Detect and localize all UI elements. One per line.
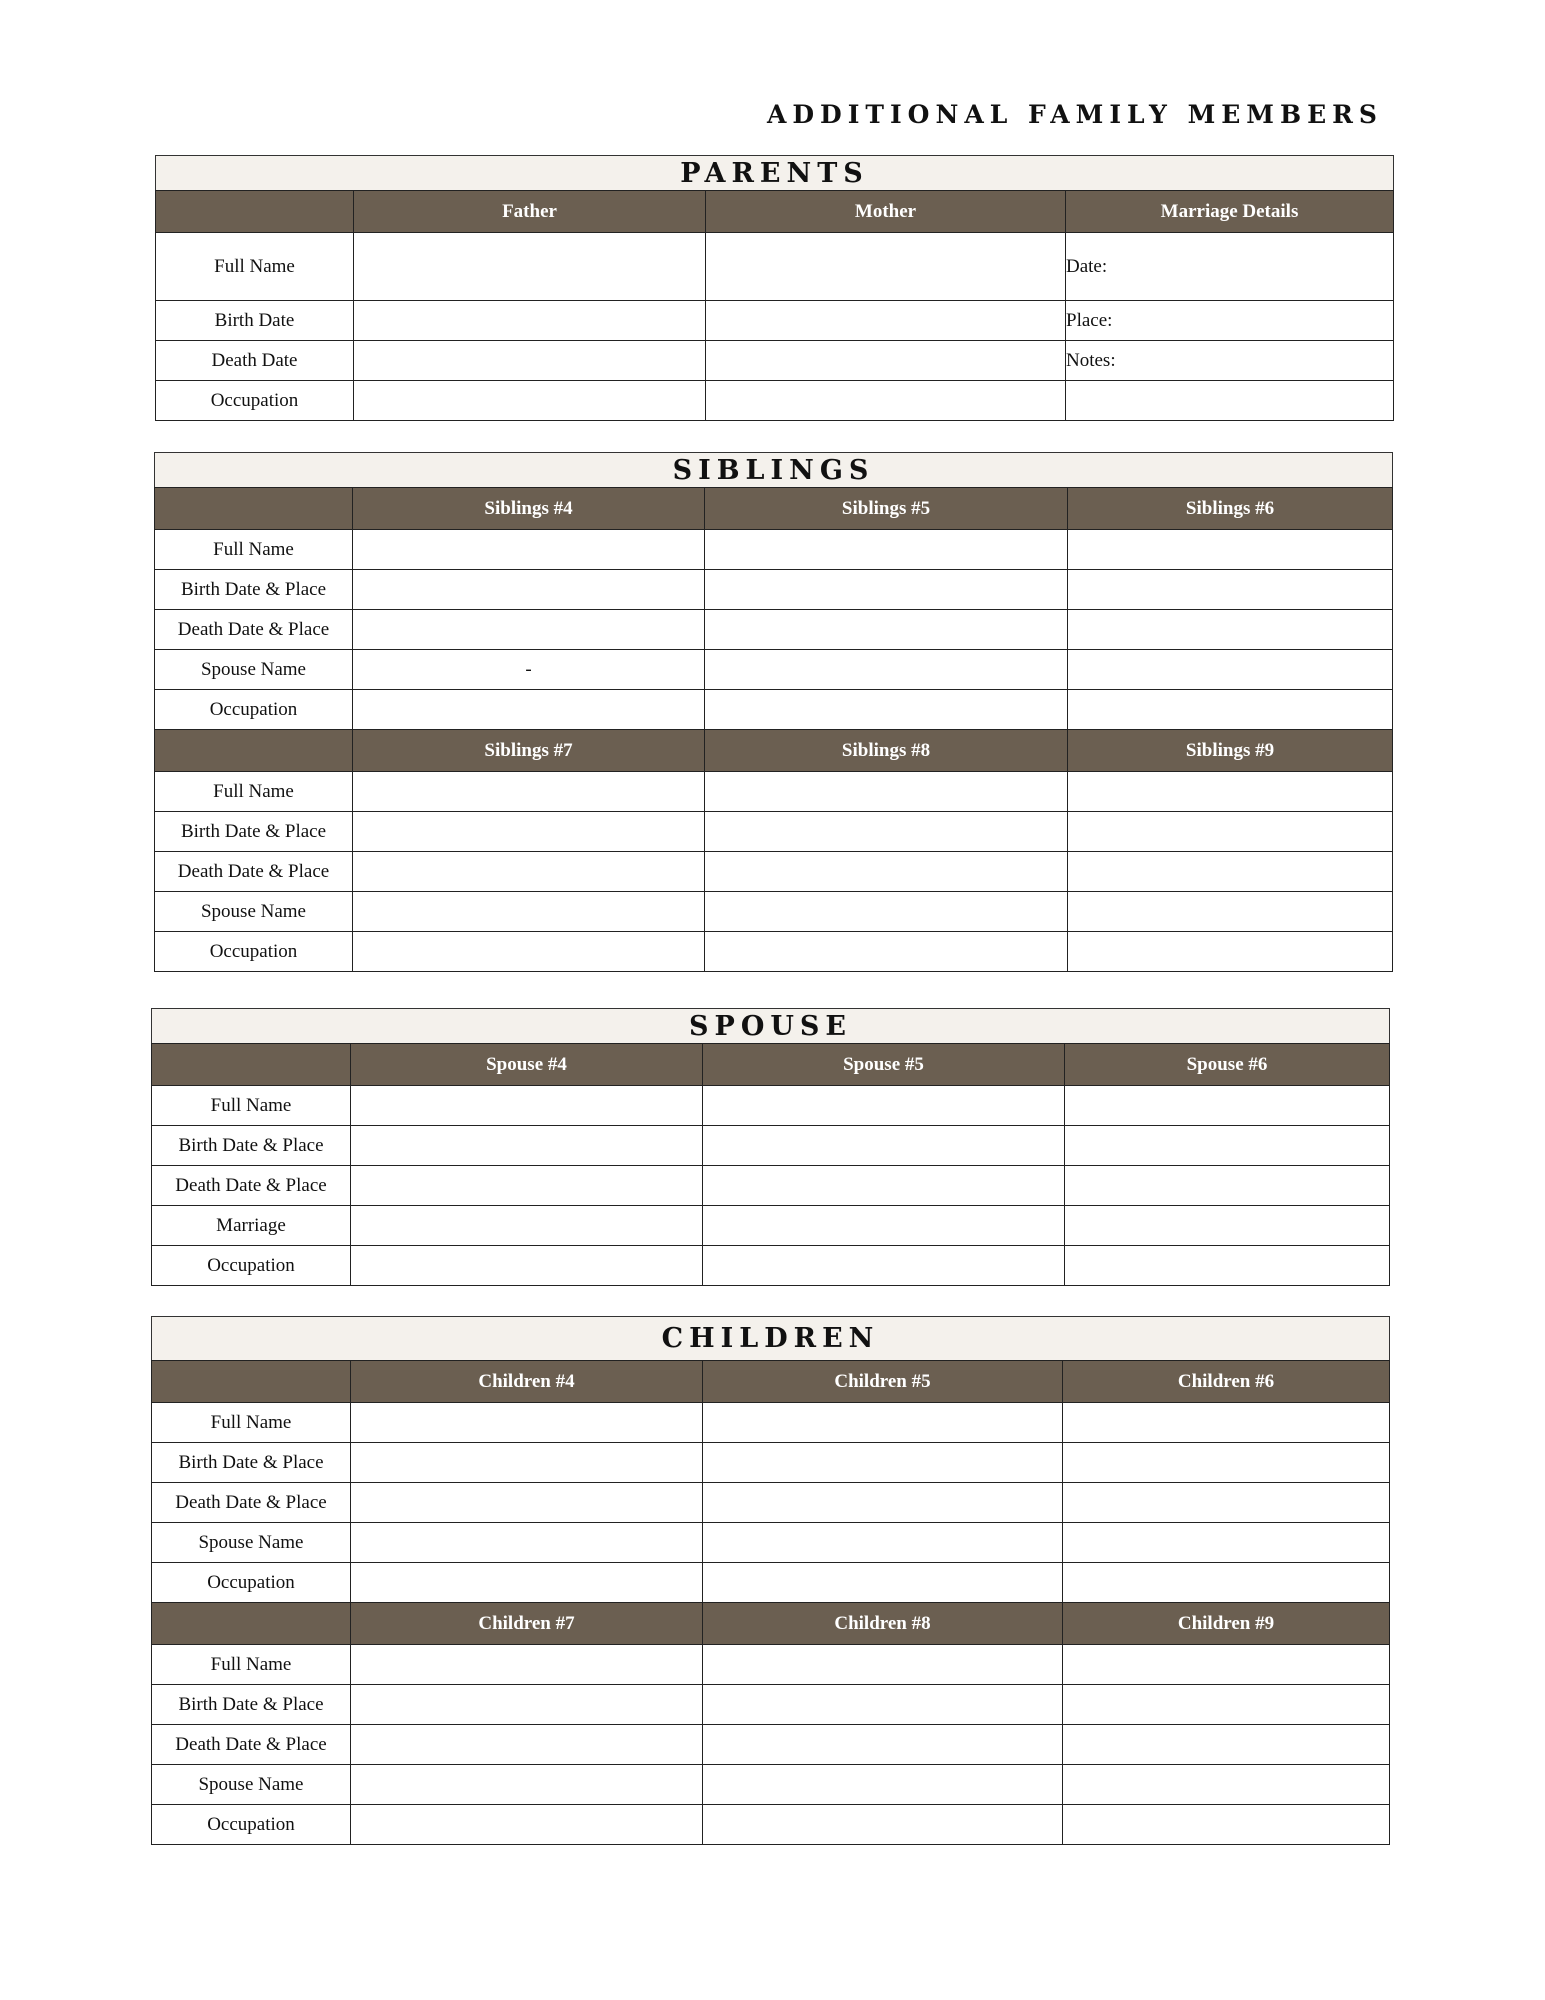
- row-label: Full Name: [156, 233, 354, 301]
- father-occupation-field[interactable]: [354, 381, 706, 421]
- row-label: Birth Date & Place: [152, 1685, 351, 1725]
- table-row: [152, 1166, 1390, 1206]
- cell-field[interactable]: [1068, 892, 1393, 932]
- header-sibling-5: Siblings #5: [705, 488, 1068, 530]
- cell-field[interactable]: [353, 772, 705, 812]
- siblings-title: SIBLINGS: [154, 452, 1393, 487]
- cell-field[interactable]: [1063, 1805, 1390, 1845]
- table-row: [155, 812, 1393, 852]
- header-sibling-7: Siblings #7: [353, 730, 705, 772]
- cell-field[interactable]: [1068, 570, 1393, 610]
- cell-field[interactable]: [703, 1206, 1065, 1246]
- mother-death-date-field[interactable]: [706, 341, 1066, 381]
- header-blank: [152, 1603, 351, 1645]
- row-label: Full Name: [155, 530, 353, 570]
- table-row: [156, 233, 1394, 301]
- row-label: Birth Date & Place: [155, 570, 353, 610]
- cell-field[interactable]: [353, 570, 705, 610]
- row-label: Birth Date & Place: [152, 1443, 351, 1483]
- cell-field[interactable]: [353, 852, 705, 892]
- cell-field[interactable]: [1063, 1563, 1390, 1603]
- cell-field[interactable]: [703, 1645, 1063, 1685]
- children-table: [151, 1360, 1390, 1845]
- table-row: [155, 932, 1393, 972]
- row-label: Full Name: [152, 1086, 351, 1126]
- mother-birth-date-field[interactable]: [706, 301, 1066, 341]
- parents-section: [155, 155, 1394, 421]
- cell-field[interactable]: [1068, 690, 1393, 730]
- cell-field[interactable]: [1065, 1206, 1390, 1246]
- mother-occupation-field[interactable]: [706, 381, 1066, 421]
- cell-field[interactable]: [703, 1483, 1063, 1523]
- cell-field[interactable]: [705, 690, 1068, 730]
- cell-field[interactable]: [703, 1126, 1065, 1166]
- cell-field[interactable]: [705, 570, 1068, 610]
- header-sibling-8: Siblings #8: [705, 730, 1068, 772]
- cell-field[interactable]: [351, 1403, 703, 1443]
- row-label: Spouse Name: [155, 650, 353, 690]
- cell-field[interactable]: [703, 1443, 1063, 1483]
- row-label: Death Date & Place: [152, 1483, 351, 1523]
- cell-field[interactable]: [705, 772, 1068, 812]
- row-label: Full Name: [152, 1645, 351, 1685]
- cell-field[interactable]: [351, 1206, 703, 1246]
- table-row: [152, 1765, 1390, 1805]
- cell-field[interactable]: [705, 610, 1068, 650]
- cell-field[interactable]: [705, 650, 1068, 690]
- table-row: [156, 381, 1394, 421]
- cell-field[interactable]: [1063, 1685, 1390, 1725]
- cell-field[interactable]: [703, 1563, 1063, 1603]
- row-label: Occupation: [155, 690, 353, 730]
- marriage-date-field[interactable]: Date:: [1066, 233, 1394, 301]
- table-row: [152, 1483, 1390, 1523]
- cell-field[interactable]: [703, 1403, 1063, 1443]
- cell-field[interactable]: [1063, 1483, 1390, 1523]
- row-label: Death Date: [156, 341, 354, 381]
- row-label: Occupation: [156, 381, 354, 421]
- cell-field[interactable]: [1065, 1166, 1390, 1206]
- cell-field[interactable]: [705, 892, 1068, 932]
- cell-field[interactable]: [353, 812, 705, 852]
- cell-field[interactable]: [703, 1685, 1063, 1725]
- cell-field[interactable]: [1063, 1443, 1390, 1483]
- children-header-row-1: [152, 1361, 1390, 1403]
- marriage-place-field[interactable]: Place:: [1066, 301, 1394, 341]
- page-title: ADDITIONAL FAMILY MEMBERS: [766, 100, 1383, 129]
- cell-field[interactable]: [705, 530, 1068, 570]
- cell-field[interactable]: [353, 892, 705, 932]
- header-child-9: Children #9: [1063, 1603, 1390, 1645]
- cell-field[interactable]: [1063, 1645, 1390, 1685]
- row-label: Birth Date & Place: [152, 1126, 351, 1166]
- table-row: [152, 1563, 1390, 1603]
- cell-field[interactable]: [351, 1563, 703, 1603]
- cell-field[interactable]: [703, 1086, 1065, 1126]
- cell-field[interactable]: [351, 1086, 703, 1126]
- siblings-section: [154, 452, 1393, 972]
- cell-field[interactable]: [351, 1805, 703, 1845]
- parents-header-row: [156, 191, 1394, 233]
- cell-field[interactable]: [353, 530, 705, 570]
- table-row: [152, 1086, 1390, 1126]
- cell-field[interactable]: [353, 610, 705, 650]
- header-blank: [156, 191, 354, 233]
- father-death-date-field[interactable]: [354, 341, 706, 381]
- table-row: [152, 1725, 1390, 1765]
- table-row: [152, 1206, 1390, 1246]
- children-section: [151, 1316, 1390, 1845]
- table-row: [155, 772, 1393, 812]
- row-label: Death Date & Place: [152, 1166, 351, 1206]
- siblings-header-row-2: [155, 730, 1393, 772]
- cell-field[interactable]: [1068, 650, 1393, 690]
- row-label: Death Date & Place: [155, 852, 353, 892]
- table-row: [155, 892, 1393, 932]
- cell-field[interactable]: [1063, 1523, 1390, 1563]
- header-blank: [155, 488, 353, 530]
- cell-field[interactable]: [703, 1765, 1063, 1805]
- cell-field[interactable]: [1068, 610, 1393, 650]
- row-label: Spouse Name: [152, 1765, 351, 1805]
- children-header-row-2: [152, 1603, 1390, 1645]
- cell-field[interactable]: [1065, 1246, 1390, 1286]
- cell-field[interactable]: [1068, 852, 1393, 892]
- marriage-notes-field[interactable]: Notes:: [1066, 341, 1394, 381]
- table-row: [155, 610, 1393, 650]
- header-child-5: Children #5: [703, 1361, 1063, 1403]
- row-label: Death Date & Place: [152, 1725, 351, 1765]
- siblings-table: [154, 487, 1393, 972]
- father-full-name-field[interactable]: [354, 233, 706, 301]
- table-row: [156, 341, 1394, 381]
- cell-field[interactable]: [351, 1685, 703, 1725]
- table-row: [152, 1443, 1390, 1483]
- marriage-extra-field[interactable]: [1066, 381, 1394, 421]
- row-label: Occupation: [152, 1563, 351, 1603]
- table-row: [156, 301, 1394, 341]
- header-child-4: Children #4: [351, 1361, 703, 1403]
- cell-field[interactable]: [351, 1765, 703, 1805]
- header-sibling-4: Siblings #4: [353, 488, 705, 530]
- table-row: [152, 1805, 1390, 1845]
- cell-field[interactable]: [1068, 772, 1393, 812]
- table-row: [152, 1126, 1390, 1166]
- header-blank: [155, 730, 353, 772]
- header-sibling-6: Siblings #6: [1068, 488, 1393, 530]
- header-child-6: Children #6: [1063, 1361, 1390, 1403]
- cell-field[interactable]: [351, 1725, 703, 1765]
- cell-field[interactable]: [1065, 1086, 1390, 1126]
- cell-field[interactable]: [703, 1725, 1063, 1765]
- table-row: [155, 570, 1393, 610]
- cell-field[interactable]: [351, 1483, 703, 1523]
- spouse-table: [151, 1043, 1390, 1286]
- cell-field[interactable]: [705, 932, 1068, 972]
- cell-field[interactable]: [1068, 530, 1393, 570]
- row-label: Occupation: [155, 932, 353, 972]
- table-row: [155, 852, 1393, 892]
- row-label: Full Name: [152, 1403, 351, 1443]
- row-label: Spouse Name: [155, 892, 353, 932]
- cell-field[interactable]: [1063, 1725, 1390, 1765]
- cell-field[interactable]: [351, 1246, 703, 1286]
- row-label: Full Name: [155, 772, 353, 812]
- row-label: Death Date & Place: [155, 610, 353, 650]
- cell-field[interactable]: [1063, 1765, 1390, 1805]
- table-row: [155, 690, 1393, 730]
- table-row: [152, 1246, 1390, 1286]
- cell-field[interactable]: [1068, 812, 1393, 852]
- spouse-section: [151, 1008, 1390, 1286]
- table-row: [152, 1645, 1390, 1685]
- cell-field[interactable]: [351, 1523, 703, 1563]
- header-blank: [152, 1361, 351, 1403]
- parents-table: [155, 190, 1394, 421]
- table-row: [152, 1403, 1390, 1443]
- header-spouse-6: Spouse #6: [1065, 1044, 1390, 1086]
- children-title: CHILDREN: [151, 1316, 1390, 1360]
- table-row: [155, 530, 1393, 570]
- table-row: [152, 1523, 1390, 1563]
- header-mother: Mother: [706, 191, 1066, 233]
- cell-field[interactable]: [703, 1246, 1065, 1286]
- cell-field[interactable]: [703, 1805, 1063, 1845]
- header-child-8: Children #8: [703, 1603, 1063, 1645]
- row-label: Occupation: [152, 1246, 351, 1286]
- sibling-4-spouse-field[interactable]: -: [353, 650, 705, 690]
- table-row: [152, 1685, 1390, 1725]
- cell-field[interactable]: [1065, 1126, 1390, 1166]
- header-sibling-9: Siblings #9: [1068, 730, 1393, 772]
- parents-title: PARENTS: [155, 155, 1394, 190]
- cell-field[interactable]: [703, 1166, 1065, 1206]
- row-label: Birth Date: [156, 301, 354, 341]
- row-label: Occupation: [152, 1805, 351, 1845]
- cell-field[interactable]: [351, 1645, 703, 1685]
- row-label: Spouse Name: [152, 1523, 351, 1563]
- cell-field[interactable]: [1068, 932, 1393, 972]
- header-child-7: Children #7: [351, 1603, 703, 1645]
- spouse-title: SPOUSE: [151, 1008, 1390, 1043]
- cell-field[interactable]: [1063, 1403, 1390, 1443]
- row-label: Birth Date & Place: [155, 812, 353, 852]
- cell-field[interactable]: [353, 690, 705, 730]
- cell-field[interactable]: [351, 1126, 703, 1166]
- cell-field[interactable]: [703, 1523, 1063, 1563]
- siblings-header-row-1: [155, 488, 1393, 530]
- cell-field[interactable]: [705, 852, 1068, 892]
- header-father: Father: [354, 191, 706, 233]
- mother-full-name-field[interactable]: [706, 233, 1066, 301]
- father-birth-date-field[interactable]: [354, 301, 706, 341]
- spouse-header-row: [152, 1044, 1390, 1086]
- header-spouse-4: Spouse #4: [351, 1044, 703, 1086]
- header-marriage-details: Marriage Details: [1066, 191, 1394, 233]
- header-spouse-5: Spouse #5: [703, 1044, 1065, 1086]
- header-blank: [152, 1044, 351, 1086]
- cell-field[interactable]: [353, 932, 705, 972]
- row-label: Marriage: [152, 1206, 351, 1246]
- cell-field[interactable]: [705, 812, 1068, 852]
- table-row: [155, 650, 1393, 690]
- cell-field[interactable]: [351, 1166, 703, 1206]
- cell-field[interactable]: [351, 1443, 703, 1483]
